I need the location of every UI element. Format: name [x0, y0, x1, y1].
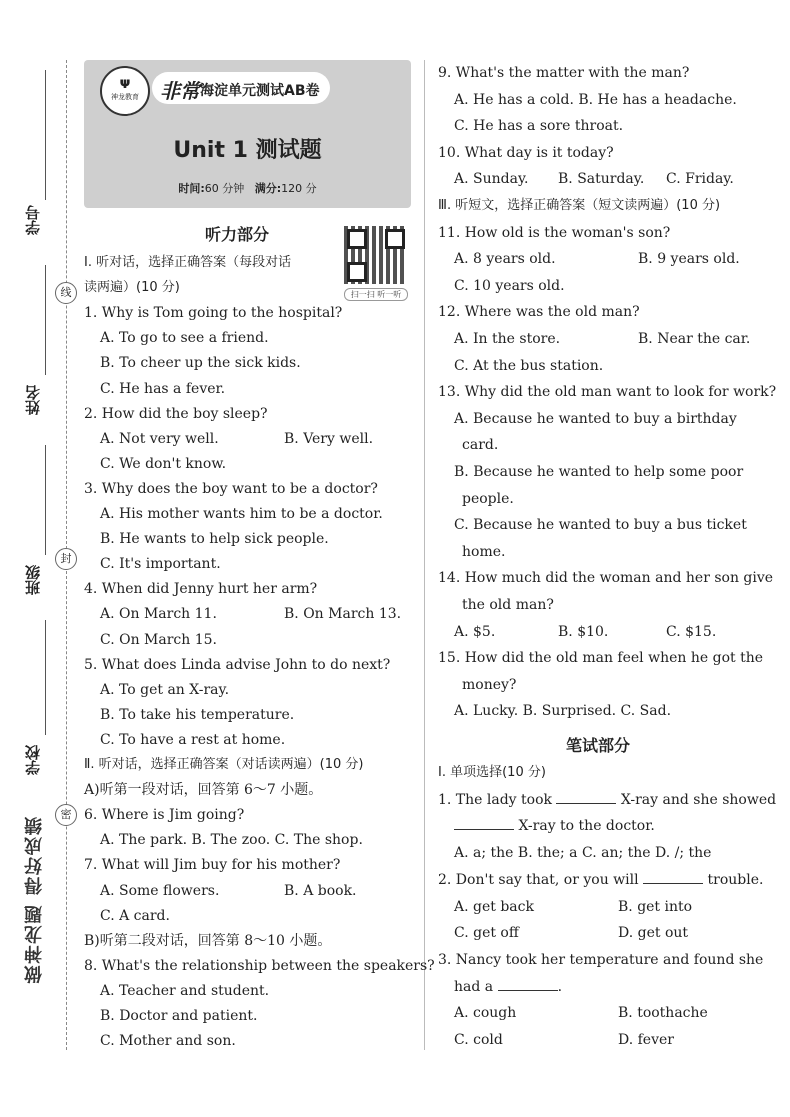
answer-options: C. Mother and son.: [100, 1033, 236, 1050]
question-stem: 12. Where was the old man?: [438, 304, 640, 321]
question-stem: 3. Why does the boy want to be a doctor?: [84, 480, 378, 497]
name-label: 姓名: [24, 385, 42, 415]
answer-options: C. cold: [454, 1032, 503, 1048]
question-text: people.: [462, 490, 514, 507]
answer-options: C. We don't know.: [100, 455, 227, 472]
series-name: 海淀单元测试AB卷: [200, 83, 320, 99]
part-heading: Ⅰ. 单项选择(10 分): [438, 765, 546, 780]
question-text: the old man?: [462, 597, 554, 613]
time-value: 60 分钟: [204, 182, 245, 195]
stem-text: X-ray and she showed: [616, 791, 777, 808]
answer-options: B. Doctor and patient.: [100, 1008, 258, 1024]
question-stem: 15. How did the old man feel when he got the: [438, 650, 764, 667]
answer-option: D. fever: [618, 1032, 674, 1048]
question-stem: 7. What will Jim buy for his mother?: [84, 857, 341, 874]
answer-options: A. To go to see a friend.: [100, 330, 269, 347]
question-stem: 11. How old is the woman's son?: [438, 224, 671, 241]
answer-option: B. get into: [618, 898, 693, 915]
answer-option: C. $15.: [666, 623, 717, 640]
stem-text: 2. Don't say that, or you will: [438, 871, 644, 888]
stem-text: trouble.: [703, 871, 764, 888]
qr-caption: 扫一扫 听一听: [344, 288, 408, 301]
question-stem: 9. What's the matter with the man?: [438, 65, 690, 81]
answer-option: B. $10.: [558, 623, 609, 640]
answer-option: B. Near the car.: [638, 331, 751, 347]
answer-options: A. Not very well.: [100, 430, 219, 447]
answer-options: C. He has a fever.: [100, 380, 226, 397]
question-stem: [438, 791, 776, 809]
qr-finder: [347, 229, 367, 249]
class-label: 班级: [24, 565, 42, 595]
answer-options: C. Because he wanted to buy a bus ticket: [454, 517, 747, 534]
part-heading: Ⅱ. 听对话，选择正确答案（对话读两遍）(10 分): [84, 757, 364, 772]
answer-options: C. It's important.: [100, 556, 221, 573]
part-heading: Ⅰ. 听对话，选择正确答案（每段对话: [84, 255, 292, 270]
answer-options: A. cough: [454, 1005, 517, 1022]
writing-section-title: 笔试部分: [566, 736, 631, 755]
answer-options: C. On March 15.: [100, 631, 218, 648]
answer-options: A. Lucky. B. Surprised. C. Sad.: [454, 703, 672, 720]
answer-options: B. To cheer up the sick kids.: [100, 355, 301, 372]
school-label: 学校: [24, 745, 42, 775]
question-text: B)听第二段对话，回答第 8～10 小题。: [84, 932, 332, 949]
student-id-blank-line: [45, 70, 46, 200]
seal-seal-mark: 封: [55, 548, 77, 570]
question-text: [454, 978, 562, 996]
answer-option: B. Very well.: [284, 430, 374, 447]
answer-options: C. At the bus station.: [454, 357, 604, 374]
answer-options: A. Because he wanted to buy a birthday: [454, 410, 737, 427]
question-stem: 14. How much did the woman and her son give: [438, 570, 774, 587]
class-blank-line: [45, 445, 46, 555]
qr-finder: [385, 229, 405, 249]
question-text: A)听第一段对话，回答第 6～7 小题。: [84, 782, 323, 799]
question-text: money?: [462, 676, 517, 693]
exam-meta: [84, 180, 411, 196]
answer-options: A. $5.: [454, 623, 496, 640]
part-heading: Ⅲ. 听短文，选择正确答案（短文读两遍）(10 分): [438, 198, 721, 213]
logo-icon: ᴪ: [119, 74, 131, 92]
listening-section-title: 听力部分: [205, 225, 270, 244]
answer-blank[interactable]: [556, 791, 616, 804]
question-stem: 4. When did Jenny hurt her arm?: [84, 581, 318, 598]
question-stem: 10. What day is it today?: [438, 144, 614, 161]
publisher-logo: [100, 66, 150, 116]
question-stem: 1. Why is Tom going to the hospital?: [84, 305, 343, 322]
answer-blank[interactable]: [643, 871, 703, 884]
brand-mark: 非常: [160, 79, 200, 103]
answer-option: D. get out: [618, 925, 689, 942]
question-stem: 2. How did the boy sleep?: [84, 405, 268, 422]
question-text: card.: [462, 437, 499, 454]
stem-text: .: [557, 978, 563, 995]
answer-options: B. He wants to help sick people.: [100, 531, 329, 548]
answer-options: B. Because he wanted to help some poor: [454, 464, 744, 480]
answer-options: A. His mother wants him to be a doctor.: [100, 506, 383, 522]
answer-options: A. Sunday.: [454, 171, 529, 188]
answer-options: A. On March 11.: [100, 606, 217, 623]
school-blank-line: [45, 620, 46, 735]
answer-option: B. On March 13.: [284, 606, 402, 623]
student-id-label: 学号: [24, 205, 42, 235]
stem-text: had a: [454, 978, 498, 995]
score-value: 120 分: [281, 182, 317, 195]
name-blank-line: [45, 265, 46, 375]
question-stem: 13. Why did the old man want to look for work?: [438, 384, 777, 401]
question-stem: 5. What does Linda advise John to do next?: [84, 656, 391, 673]
answer-options: A. He has a cold. B. He has a headache.: [454, 91, 737, 108]
question-stem: 6. Where is Jim going?: [84, 807, 245, 824]
answer-options: A. get back: [454, 898, 534, 915]
answer-blank[interactable]: [498, 978, 558, 991]
logo-text: 神龙教育: [111, 93, 139, 101]
answer-options: C. He has a sore throat.: [454, 118, 624, 135]
seal-secret-mark: 密: [55, 804, 77, 826]
answer-options: A. Some flowers.: [100, 882, 220, 899]
question-text: [454, 817, 655, 835]
margin-slogan: 做神龙题 得好成绩: [24, 815, 45, 984]
answer-options: C. get off: [454, 925, 519, 942]
answer-options: C. 10 years old.: [454, 277, 565, 294]
answer-options: B. To take his temperature.: [100, 706, 295, 723]
answer-options: A. To get an X-ray.: [100, 681, 230, 698]
answer-option: B. A book.: [284, 882, 357, 899]
question-stem: [438, 871, 763, 889]
answer-blank[interactable]: [454, 817, 514, 830]
answer-options: A. a; the B. the; a C. an; the D. /; the: [454, 845, 712, 862]
answer-options: A. 8 years old.: [454, 251, 556, 268]
answer-options: C. To have a rest at home.: [100, 731, 286, 748]
answer-option: B. Saturday.: [558, 171, 645, 188]
stem-text: 1. The lady took: [438, 791, 557, 808]
qr-finder: [347, 262, 367, 282]
answer-option: B. 9 years old.: [638, 251, 740, 268]
seal-line-mark: 线: [55, 282, 77, 304]
question-stem: 8. What's the relationship between the speakers?: [84, 957, 435, 974]
question-stem: 3. Nancy took her temperature and found she: [438, 951, 764, 968]
question-text: home.: [462, 543, 506, 560]
answer-option: B. toothache: [618, 1005, 708, 1022]
page-title: Unit 1 测试题: [173, 138, 322, 163]
answer-options: A. The park. B. The zoo. C. The shop.: [100, 832, 363, 849]
answer-options: A. In the store.: [454, 331, 561, 347]
time-label: 时间:: [178, 182, 205, 195]
column-divider: [424, 60, 425, 1050]
answer-options: C. A card.: [100, 907, 170, 924]
score-label: 满分:: [254, 182, 282, 195]
stem-text: X-ray to the doctor.: [514, 818, 655, 835]
answer-options: A. Teacher and student.: [100, 982, 270, 999]
answer-option: C. Friday.: [666, 171, 734, 188]
part-heading: 读两遍）(10 分): [84, 280, 180, 296]
